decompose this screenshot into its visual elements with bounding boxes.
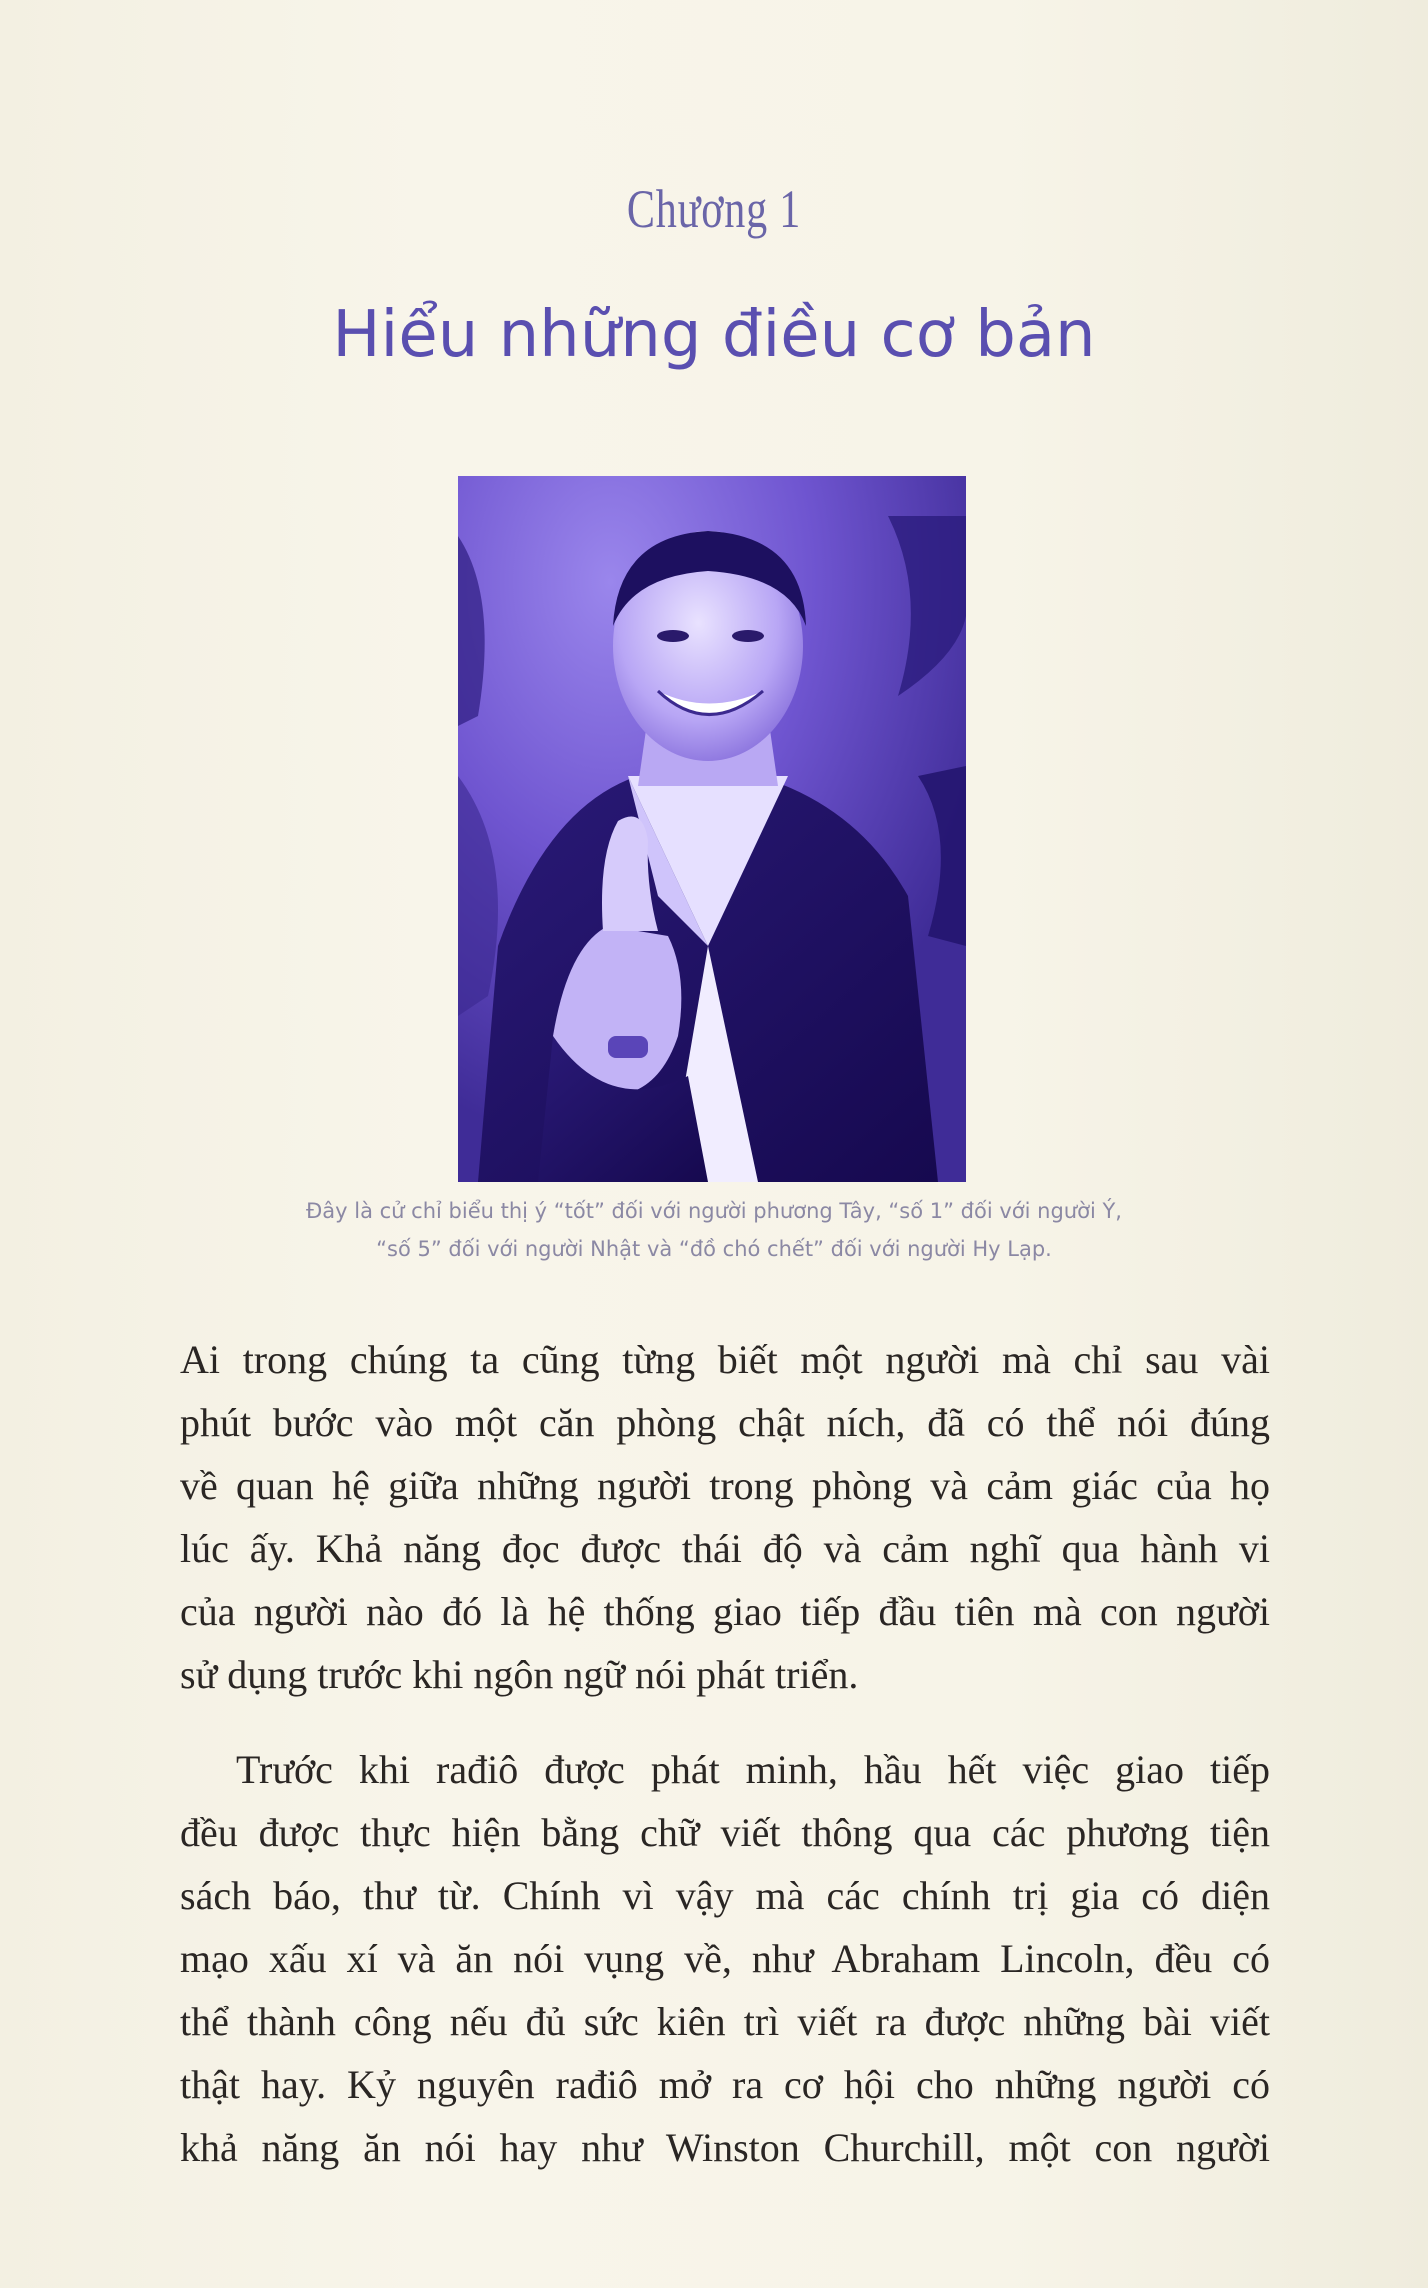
chapter-number: Chương 1 [626, 179, 802, 239]
photo-illustration [458, 476, 966, 1182]
text-line: thể thành công nếu đủ sức kiên trì viết ra được những bài viết [180, 1999, 1270, 2044]
text-line: sử dụng trước khi ngôn ngữ nói phát triển. [180, 1652, 859, 1697]
chapter-title: Hiểu những điều cơ bản [332, 298, 1096, 372]
paragraph-1 [180, 1328, 1270, 1706]
caption-line: Đây là cử chỉ biểu thị ý “tốt” đối với người phương Tây, “số 1” đối với người Ý, [306, 1199, 1122, 1223]
text-line: Trước khi rađiô được phát minh, hầu hết việc giao tiếp [236, 1747, 1270, 1792]
text-line: thật hay. Kỷ nguyên rađiô mở ra cơ hội cho những người có [180, 2062, 1270, 2107]
text-line: đều được thực hiện bằng chữ viết thông qua các phương tiện [180, 1810, 1270, 1855]
text-line: lúc ấy. Khả năng đọc được thái độ và cảm nghĩ qua hành vi [180, 1526, 1270, 1571]
text-line: mạo xấu xí và ăn nói vụng về, như Abraham Lincoln, đều có [180, 1936, 1270, 1981]
caption-line: “số 5” đối với người Nhật và “đồ chó chết” đối với người Hy Lạp. [376, 1237, 1052, 1261]
text-line: về quan hệ giữa những người trong phòng và cảm giác của họ [180, 1463, 1270, 1508]
text-line: Ai trong chúng ta cũng từng biết một người mà chỉ sau vài [180, 1337, 1270, 1382]
photo-caption [150, 1192, 1278, 1268]
text-line: phút bước vào một căn phòng chật ních, đã có thể nói đúng [180, 1400, 1270, 1445]
paragraph-2 [180, 1738, 1270, 2179]
thumbs-up-photo [458, 476, 966, 1182]
text-line: sách báo, thư từ. Chính vì vậy mà các chính trị gia có diện [180, 1873, 1270, 1918]
text-line: của người nào đó là hệ thống giao tiếp đầu tiên mà con người [180, 1589, 1270, 1634]
text-line: khả năng ăn nói hay như Winston Churchill, một con người [180, 2125, 1270, 2170]
